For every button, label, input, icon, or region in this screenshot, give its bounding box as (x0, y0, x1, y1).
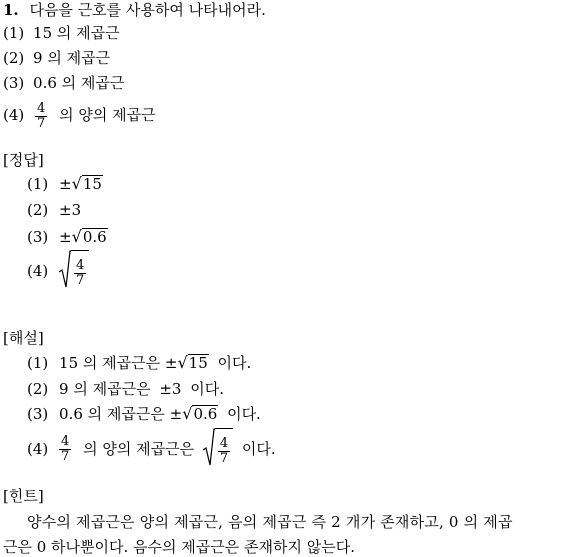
hint-line-2: 근은 0 하나뿐이다. 음수의 제곱근은 존재하지 않는다. (3, 538, 355, 556)
problem-number: 1. (3, 1, 19, 19)
radicand: 0.6 (193, 405, 218, 423)
item-label: (1) (27, 354, 49, 372)
item-suffix: 이다. (241, 440, 276, 458)
hint-header: [힌트] (3, 487, 44, 505)
hint-line-1: 양수의 제곱근은 양의 제곱근, 음의 제곱근 즉 2 개가 존재하고, 0 의 제곱 (27, 513, 513, 531)
problem-item-1 (3, 23, 120, 43)
radicand (215, 428, 233, 470)
explanation-item-4 (27, 428, 276, 470)
radicand (71, 250, 89, 292)
radical-sign: √ (71, 227, 82, 246)
square-root (182, 404, 218, 424)
item-text: 의 양의 제곱근은 (83, 440, 195, 458)
square-root (59, 250, 89, 292)
item-value: ±3 (159, 380, 182, 398)
radical-sign: √ (71, 174, 82, 193)
answer-header: [정답] (3, 151, 44, 169)
radical-sign: √ (182, 404, 193, 423)
fraction (35, 102, 47, 131)
item-text: 9 의 제곱근은 (59, 380, 151, 398)
fraction (74, 259, 86, 288)
plus-minus: ± (169, 405, 183, 423)
problem-item-2 (3, 48, 110, 68)
problem-item-3 (3, 73, 124, 93)
fraction-denominator: 7 (219, 450, 229, 466)
item-text: 0.6 의 제곱근은 (59, 405, 165, 423)
square-root (72, 174, 103, 194)
item-label: (2) (27, 201, 49, 219)
item-label: (1) (3, 24, 25, 42)
radicand: 15 (82, 175, 102, 193)
plus-minus: ± (59, 228, 72, 246)
item-label: (1) (27, 175, 49, 193)
fraction (218, 437, 230, 466)
problem-item-4 (3, 97, 156, 133)
fraction-numerator: 4 (76, 257, 85, 273)
item-text: 0.6 의 제곱근 (33, 74, 125, 92)
item-suffix: 이다. (227, 405, 261, 423)
square-root (177, 353, 208, 373)
item-text: 15 의 제곱근은 (59, 354, 161, 372)
fraction-denominator: 7 (37, 115, 46, 131)
radicand: 15 (188, 354, 208, 372)
item-text: 9 의 제곱근 (33, 49, 111, 67)
item-suffix: 이다. (217, 354, 252, 372)
fraction-denominator: 7 (61, 448, 70, 464)
fraction-numerator: 4 (37, 100, 46, 116)
explanation-item-3 (27, 404, 261, 424)
radicand: 0.6 (82, 228, 107, 246)
item-value: ±3 (59, 201, 82, 219)
item-label: (4) (27, 440, 49, 458)
radical-sign (59, 250, 71, 288)
fraction-denominator: 7 (76, 272, 85, 288)
item-label: (3) (3, 74, 25, 92)
item-label: (4) (27, 262, 49, 280)
problem-prompt: 다음을 근호를 사용하여 나타내어라. (29, 1, 266, 19)
problem-heading (3, 0, 266, 20)
square-root (203, 428, 233, 470)
square-root (72, 227, 108, 247)
radical-sign (203, 428, 215, 466)
item-label: (3) (27, 228, 49, 246)
item-text: 15 의 제곱근 (33, 24, 120, 42)
item-label: (2) (3, 49, 25, 67)
answer-item-1 (27, 174, 103, 194)
explanation-header: [해설] (3, 329, 44, 347)
item-label: (3) (27, 405, 49, 423)
item-text: 의 양의 제곱근 (59, 106, 156, 124)
answer-item-3 (27, 227, 108, 247)
answer-item-4 (27, 250, 89, 292)
radical-sign: √ (177, 353, 188, 372)
answer-item-2 (27, 200, 81, 220)
explanation-item-2 (27, 379, 224, 399)
item-suffix: 이다. (190, 380, 224, 398)
plus-minus: ± (59, 175, 72, 193)
fraction-numerator: 4 (219, 435, 229, 451)
item-label: (4) (3, 106, 25, 124)
plus-minus: ± (164, 354, 178, 372)
fraction (59, 435, 71, 464)
item-label: (2) (27, 380, 49, 398)
fraction-numerator: 4 (61, 433, 70, 449)
explanation-item-1 (27, 353, 251, 373)
